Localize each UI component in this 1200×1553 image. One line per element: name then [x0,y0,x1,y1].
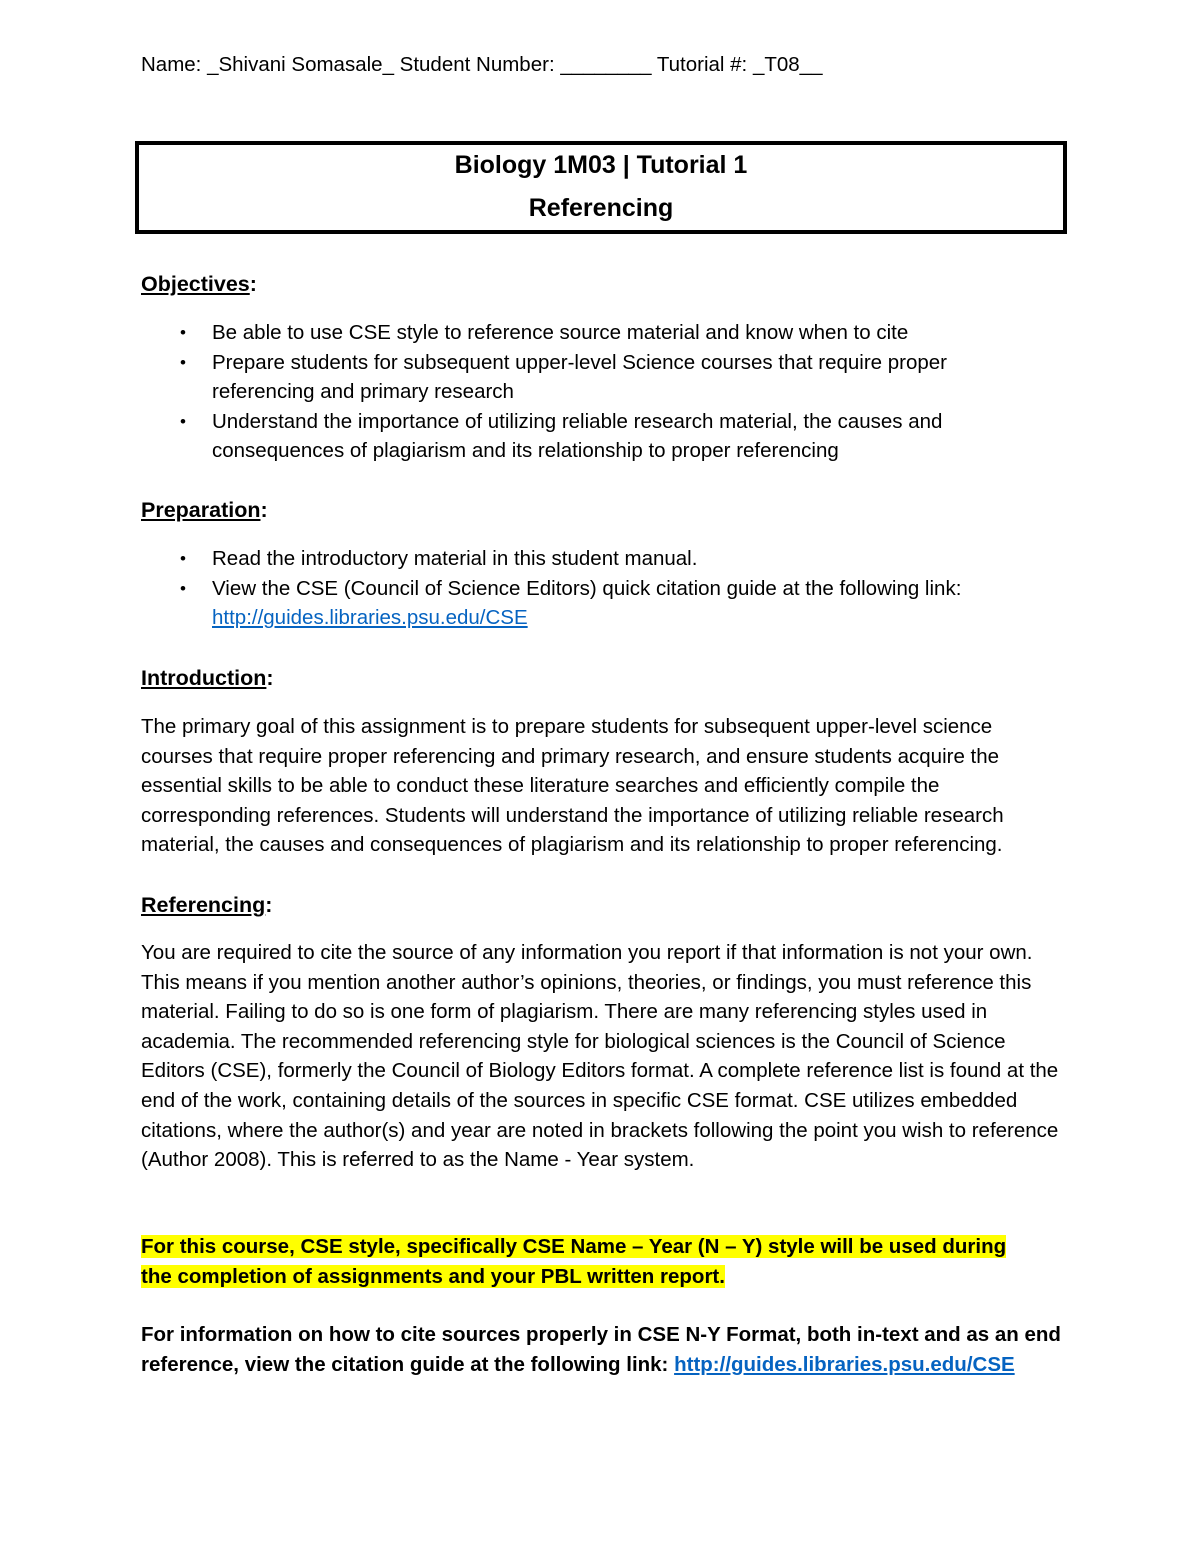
introduction-paragraph: The primary goal of this assignment is to prepare students for subsequent upper-level science courses that require proper referencing and primary research, and ensure students acquire the essential skills to be able to conduct these literature searches and efficiently compile the corresponding references. Students will understand the importance of utilizing reliable research material, the causes and consequences of plagiarism and its relationship to proper referencing. [141,715,1004,857]
bullet-icon: • [180,549,186,568]
bullet-icon: • [180,352,186,372]
student-info-header: Name: _Shivani Somasale_ Student Number: ________ Tutorial #: _T08__ [141,53,823,76]
preparation-heading: Preparation: [141,498,268,522]
list-item: • Understand the importance of utilizing reliable research material, the causes and consequences of plagiarism and its relationship to proper referencing [141,407,1021,466]
list-item: • View the CSE (Council of Science Editors) quick citation guide at the following link: http://guides.libraries.psu.edu/CSE [141,574,1021,633]
course-style-notice [141,1232,1041,1291]
bullet-icon: • [180,411,186,431]
introduction-heading: Introduction: [141,666,274,690]
title-box [135,141,1067,234]
document-title: Biology 1M03 | Tutorial 1 [454,151,748,179]
list-item: • Read the introductory material in this student manual. [141,544,1021,574]
preparation-list [141,544,1021,633]
bullet-icon: • [180,323,186,342]
citation-guide-link[interactable]: http://guides.libraries.psu.edu/CSE [674,1352,1015,1376]
document-subtitle: Referencing [528,194,674,222]
bullet-icon: • [180,578,186,598]
cse-guide-link[interactable]: http://guides.libraries.psu.edu/CSE [212,606,528,630]
referencing-heading: Referencing: [141,893,273,917]
list-item: • Prepare students for subsequent upper-level Science courses that require proper referencing and primary research [141,348,1021,407]
citation-info-paragraph: For information on how to cite sources properly in CSE N-Y Format, both in-text and as an end reference, view the citation guide at the following link: http://guides.libraries.psu.edu/CSE [141,1323,1061,1376]
referencing-paragraph: You are required to cite the source of any information you report if that information is not your own. This means if you mention another author’s opinions, theories, or findings, you must reference this material. Failing to do so is one form of plagiarism. There are many referencing styles used in academia. The recommended referencing style for biological sciences is the Council of Science Editors (CSE), formerly the Council of Biology Editors format. A complete reference list is found at the end of the work, containing details of the sources in specific CSE format. CSE utilizes embedded citations, where the author(s) and year are noted in brackets following the point you wish to reference (Author 2008). This is referred to as the Name - Year system. [141,941,1059,1172]
objectives-heading: Objectives: [141,272,257,296]
objectives-list [141,318,1021,466]
list-item: • Be able to use CSE style to reference source material and know when to cite [141,318,1021,348]
highlighted-text: For this course, CSE style, specifically CSE Name – Year (N – Y) style will be used during the completion of assignments and your PBL written report. [141,1235,1007,1288]
